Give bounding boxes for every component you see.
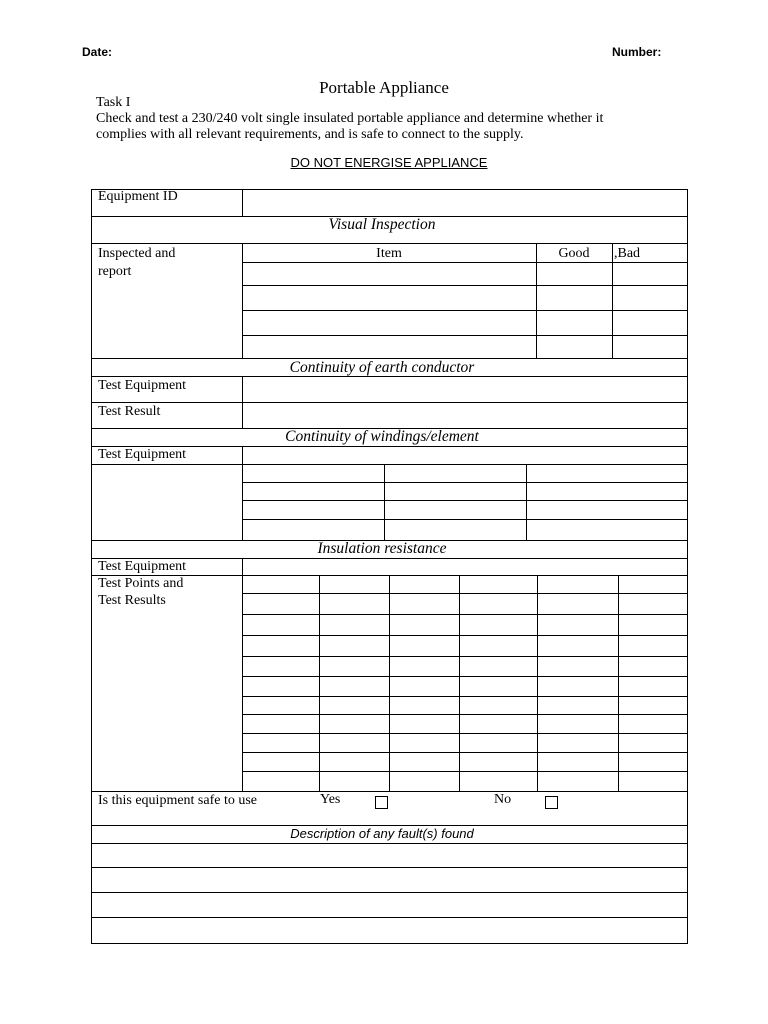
windings-test-equipment-field[interactable] — [243, 447, 687, 464]
insulation-test-equipment-field[interactable] — [243, 559, 687, 575]
inspected-label-line1: Inspected and — [98, 246, 176, 261]
fault-description-line[interactable] — [92, 893, 687, 917]
col-header-item: Item — [376, 246, 402, 261]
insulation-resistance-heading: Insulation resistance — [317, 540, 447, 557]
visual-item-cell[interactable] — [243, 286, 536, 310]
windings-test-equipment-label: Test Equipment — [98, 447, 187, 462]
no-checkbox[interactable] — [545, 796, 558, 809]
visual-inspection-heading: Visual Inspection — [328, 216, 436, 233]
warning-label: DO NOT ENERGISE APPLIANCE — [290, 155, 488, 170]
page-title: Portable Appliance — [319, 78, 449, 97]
earth-test-result-label: Test Result — [98, 404, 161, 419]
task-label: Task I — [96, 95, 131, 110]
earth-test-equipment-field[interactable] — [243, 377, 687, 402]
faults-heading: Description of any fault(s) found — [290, 826, 474, 841]
visual-item-cell[interactable] — [243, 263, 536, 285]
task-description-line1: Check and test a 230/240 volt single insulated portable appliance and determine whether it — [96, 111, 604, 126]
test-points-label-line2: Test Results — [98, 593, 166, 608]
equipment-id-field[interactable] — [243, 190, 687, 216]
test-points-label-line1: Test Points and — [98, 576, 184, 591]
task-description-line2: complies with all relevant requirements, and is safe to connect to the supply. — [96, 127, 524, 142]
no-label: No — [494, 792, 512, 807]
date-label: Date: — [82, 45, 113, 59]
equipment-id-label: Equipment ID — [98, 189, 178, 204]
safe-to-use-question: Is this equipment safe to use — [98, 793, 258, 808]
windings-continuity-heading: Continuity of windings/element — [285, 428, 479, 445]
earth-test-equipment-label: Test Equipment — [98, 378, 187, 393]
yes-checkbox[interactable] — [375, 796, 388, 809]
inspected-label-line2: report — [98, 264, 132, 279]
visual-item-cell[interactable] — [243, 311, 536, 335]
fault-description-line[interactable] — [92, 868, 687, 892]
earth-continuity-heading: Continuity of earth conductor — [289, 359, 475, 376]
yes-label: Yes — [320, 792, 341, 807]
col-header-good: Good — [558, 246, 590, 261]
earth-test-result-field[interactable] — [243, 403, 687, 428]
col-header-bad: ,Bad — [614, 246, 641, 261]
fault-description-line[interactable] — [92, 918, 687, 943]
visual-item-cell[interactable] — [243, 336, 536, 358]
number-label: Number: — [612, 45, 662, 59]
fault-description-line[interactable] — [92, 844, 687, 867]
insulation-test-equipment-label: Test Equipment — [98, 559, 187, 574]
